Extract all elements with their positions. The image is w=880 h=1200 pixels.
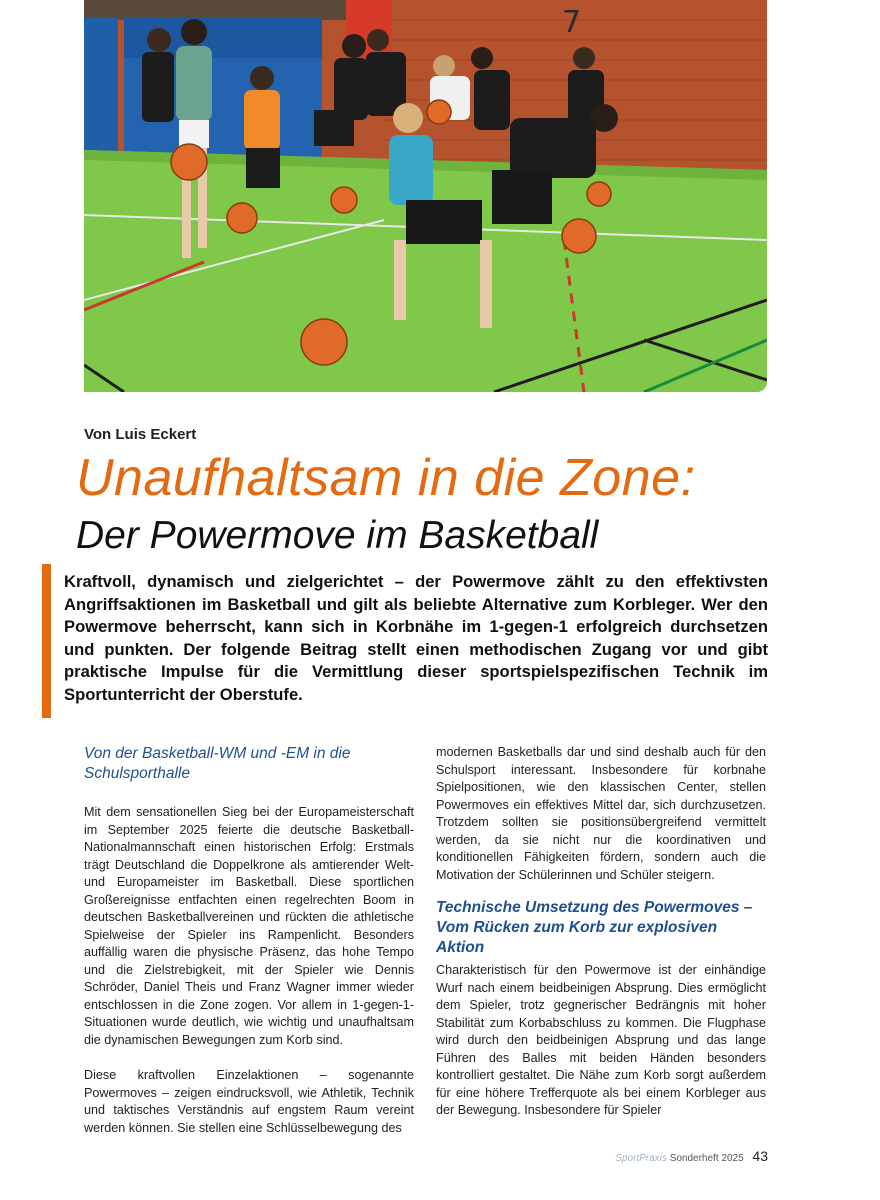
text-column-right — [436, 744, 766, 1138]
lead-paragraph: Kraftvoll, dynamisch und zielgerichtet – der Powermove zählt zu den effektivsten Angriffsaktionen im Basketball und gilt als beliebte Alternative zum Korbleger. Wer den Powermove beherrscht, kann sich in Korbnähe im 1-gegen-1 erfolgreich durchsetzen und punkten. Der folgende Beitrag stellt einen methodischen Zugang vor und gibt praktische Impulse für die Vermittlung dieser sportspielspezifischen Technik im Sportunterricht der Oberstufe. — [64, 572, 768, 704]
section-heading-2: Technische Umsetzung des Powermoves – Vom Rücken zum Korb zur explosiven Aktion — [436, 899, 753, 956]
page-number: 43 — [752, 1148, 768, 1164]
body-paragraph: modernen Basketballs dar und sind deshalb auch für den Schulsport interessant. Insbesondere für korbnahe Spielpositionen, wie den klassischen Center, stellen Powermoves ein effektives Mittel dar, sich durchzusetzen. Trotzdem sollten sie positionsübergreifend vermittelt werden, da sie nicht nur die koordinativen und konditionellen Fähigkeiten fördern, sondern auch die Motivation der Schülerinnen und Schüler steigern. — [436, 745, 766, 882]
lead-accent-bar — [42, 564, 51, 718]
article-title: Unaufhaltsam in die Zone: — [76, 449, 696, 507]
author-byline: Von Luis Eckert — [84, 426, 197, 443]
wall-number: 7 — [562, 5, 582, 40]
section-heading-1: Von der Basketball-WM und -EM in die Schulsporthalle — [84, 745, 351, 782]
article-subtitle: Der Powermove im Basketball — [76, 514, 599, 557]
page-footer — [615, 1148, 768, 1164]
issue-label: Sonderheft 2025 — [669, 1153, 744, 1164]
text-column-left — [84, 744, 414, 1155]
magazine-name: SportPraxis — [615, 1153, 667, 1164]
body-paragraph: Diese kraftvollen Einzelaktionen – sogenannte Powermoves – zeigen eindrucksvoll, wie Athletik, Technik und taktisches Verständnis auf engstem Raum vereint werden können. Sie stellen eine Schlüsselbewegung des — [84, 1068, 414, 1135]
hero-photo — [84, 0, 767, 392]
body-paragraph: Charakteristisch für den Powermove ist der einhändige Wurf nach einem beidbeinigen Absprung. Dies ermöglicht dem Spieler, trotz gegnerischer Bedrängnis mit hoher Stabilität zum Korbabschluss zu kommen. Die Flugphase wird durch den beidbeinigen Absprung und das lange Führen des Balles mit beiden Händen besonders kontrolliert gestaltet. Die Nähe zum Korb sorgt außerdem für eine höhere Trefferquote als bei einem Korbleger aus der Bewegung. Insbesondere für Spieler — [436, 963, 766, 1117]
body-paragraph: Mit dem sensationellen Sieg bei der Europameisterschaft im September 2025 feierte die deutsche Basketball-Nationalmannschaft einen historischen Erfolg: Erstmals trägt Deutschland die Doppelkrone als amtierender Welt- und Europameister im Basketball. Diese sportlichen Großereignisse entfachten einen regelrechten Boom in deutschen Basketballvereinen und rückten die athletische Spielweise der Spieler ins Rampenlicht. Besonders auffällig waren die physische Präsenz, das hohe Tempo und die Zielstrebigkeit, mit der Spieler wie Dennis Schröder, Daniel Theis und Franz Wagner immer wieder entschlossen in die Zone zogen. Vor allem in 1-gegen-1-Situationen wurde deutlich, wie wichtig und unaufhaltsam die dynamischen Bewegungen zum Korb sind. — [84, 805, 414, 1047]
